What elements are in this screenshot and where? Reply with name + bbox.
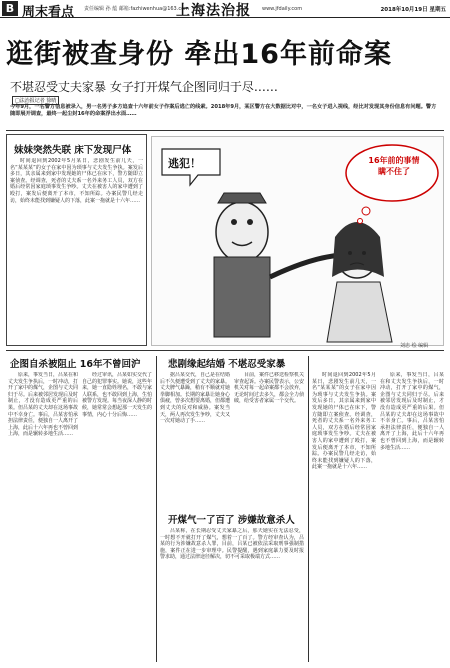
paragraph: 时间退回到2002年5月某日，悲剧发生前几天，一名“某某某”的女子在家中因为琐事与丈夫发生争执。案发后多日，其亲属来到家中发现她的尸体已在床下，警方随即立案侦查。经调查，死者的丈夫系一名外来务工人员，双方在婚后经常因家庭琐事发生争吵。丈夫在被害人的家中遭到了殴打，案发后便离开了本市，不知所踪。办案民警几经走访，始终未能找到嫌疑人的下落，此案一拖就是十六年……	[312, 372, 376, 471]
divider	[6, 350, 444, 351]
column-text-8	[380, 372, 444, 662]
cartoon-credit: 刘忠 绘 编辑	[400, 343, 429, 349]
section-heading-1: 妹妹突然失联 床下发现尸体	[14, 145, 132, 156]
column-text-1	[10, 158, 143, 344]
paper-name: 上海法治报	[176, 3, 251, 19]
editor-info: 责任编辑 孙 蕴 邮箱:fazhiwenhua@163.com	[84, 6, 190, 12]
cartoon-illustration	[151, 136, 444, 346]
paragraph: 原来，事发当日，吕某在和丈夫发生争执后，一时冲动，打开了家中的煤气，企图与丈夫同归于尽。后来被邻居发现后及时制止，才没有造成更严重的后果。但吕某的丈夫却在这场事故中不幸身亡。事后，吕某害怕承担法律责任，便独自一人离开了上海，此后十六年再也不曾回到上海，而是辗转多地生活……	[8, 372, 78, 438]
subheadline: 不堪忍受丈夫家暴 女子打开煤气企图同归于尽……	[10, 80, 278, 94]
column-divider	[308, 356, 309, 662]
column-divider	[156, 356, 157, 662]
column-text-3	[82, 372, 152, 664]
divider	[6, 130, 444, 131]
column-text-5	[234, 372, 304, 506]
byline: □法治报记者 徐晴	[12, 96, 59, 105]
paragraph: 目前，案件已移送检察机关审查起诉。办案民警表示，公安机关对每一起命案都不会放弃，无论时间过去多久，都会全力侦破，给受害者家属一个交代。	[234, 372, 304, 405]
column-text-7	[312, 372, 376, 662]
thought-bubble-text: 16年前的事情 瞒不住了	[368, 156, 420, 176]
speech-bubble-text: 逃犯！	[168, 157, 201, 170]
column-text-4	[160, 372, 230, 506]
headline: 逛街被查身份 牵出16年前命案	[6, 39, 392, 70]
lead-paragraph: 今年9月，一名警方信息被录入，男一名男子多方追查十六年前女子作案后逃亡的线索。2018年9月，某区警方在大数据比对中，一名女子进入视线，经比对发现其身份信息有问题。警方随即展开调查，最终一起尘封16年的命案浮出水面……	[10, 104, 437, 117]
masthead	[0, 0, 450, 18]
section-heading-2: 企图自杀被阻止 16年不曾回沪	[10, 359, 141, 370]
section-heading-3: 悲剧缘起结婚 不堪忍受家暴	[168, 359, 286, 370]
paragraph: 时间退回到2002年5月某日，悲剧发生前几天，一名“某某某”的女子在家中因为琐事与丈夫发生争执。案发后多日，其亲属来到家中发现她的尸体已在床下，警方随即立案侦查。经调查，死者的丈夫系一名外来务工人员，双方在婚后经常因家庭琐事发生争吵。丈夫在被害人的家中遭到了殴打，案发后便离开了本市，不知所踪。办案民警几经走访，始终未能找到嫌疑人的下落，此案一拖就是十六年……	[10, 158, 143, 204]
column-text-2	[8, 372, 78, 664]
paragraph: 吕某称，在长期忍受丈夫家暴之后，那天她实在无法忍受，一时想不开就打开了煤气，想着一了百了。警方经审查认为，吕某的行为涉嫌故意杀人罪，目前，吕某已被依法采取刑事强制措施，案件正在进一步审理中。民警提醒，遇到家庭暴力要及时报警求助，通过法律途径解决，切不可采取极端方式……	[160, 528, 304, 561]
section-logo: B	[2, 1, 18, 16]
section-heading-4: 开煤气一了百了 涉嫌故意杀人	[168, 515, 295, 526]
paper-url: www.jfdaily.com	[262, 6, 303, 12]
paragraph: 据吕某交代，自己是在结婚后不久便遭受到了丈夫的家暴。丈夫脾气暴躁，稍有不顺就对她拳脚相加。长期的家暴让她身心俱疲，曾多次想要离婚，但都遭到丈夫的反对和威胁。案发当天，两人再次发生争吵，丈夫又一次对她动了手……	[160, 372, 230, 425]
section-title: 周末看点	[22, 5, 75, 20]
paragraph: 原来，事发当日，吕某在和丈夫发生争执后，一时冲动，打开了家中的煤气，企图与丈夫同归于尽。后来被邻居发现后及时制止，才没有造成更严重的后果。但吕某的丈夫却在这场事故中不幸身亡。事后，吕某害怕承担法律责任，便独自一人离开了上海，此后十六年再也不曾回到上海，而是辗转多地生活……	[380, 372, 444, 451]
issue-date: 2018年10月19日 星期五	[380, 7, 446, 13]
paragraph: 经过审讯，吕某如实交代了自己的犯罪事实。她说，这些年来，她一直隐姓埋名，不敢与家人联系，也不敢回到上海，生怕被警方发现。每当夜深人静的时候，她常常会想起那一天发生的事情，内心十分后悔……	[82, 372, 152, 418]
column-text-6	[160, 528, 304, 662]
